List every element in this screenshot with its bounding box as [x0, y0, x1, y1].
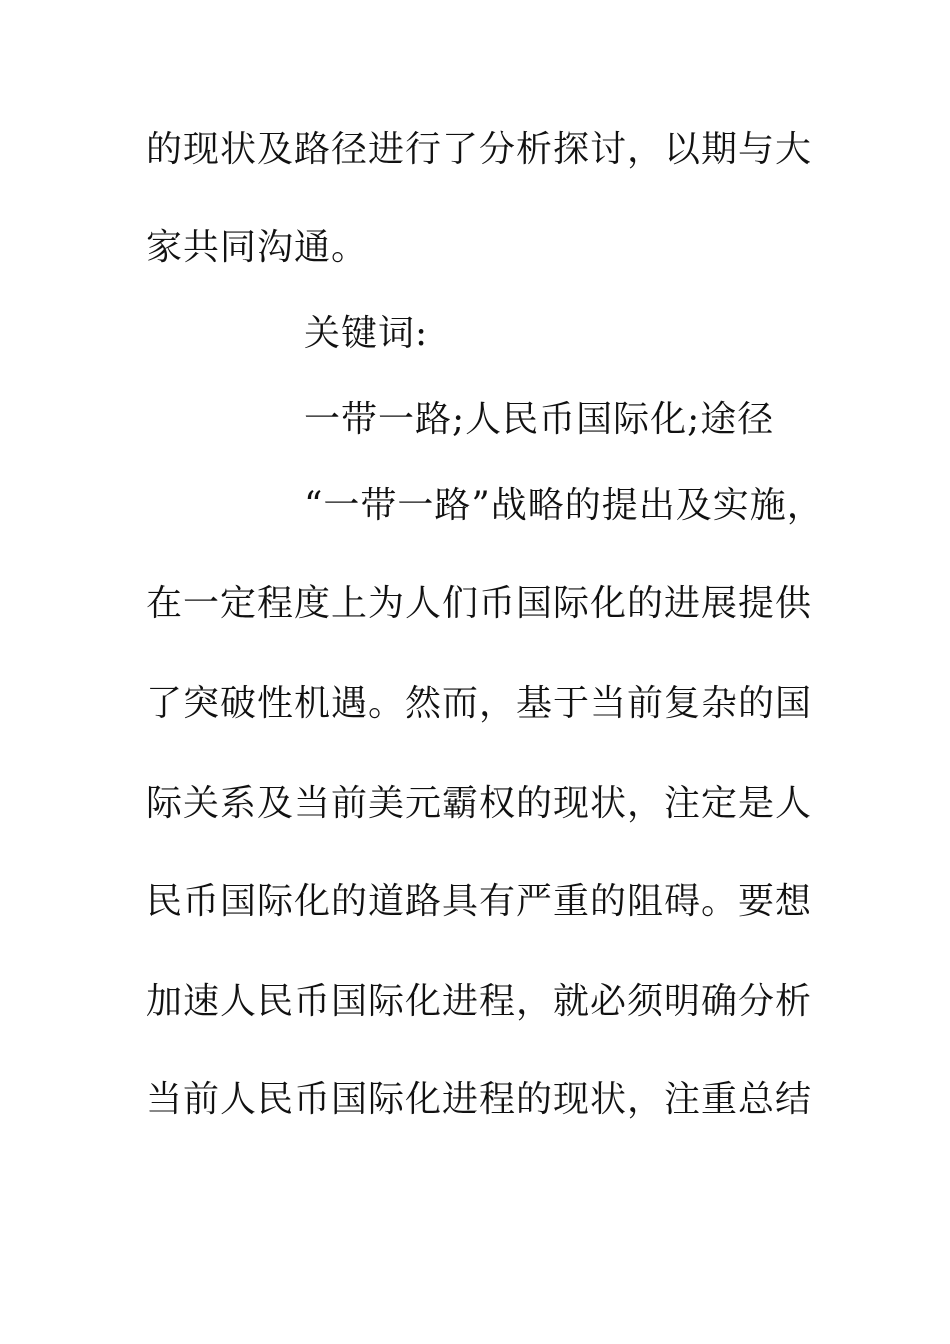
- keywords-list: 一带一路;人民币国际化;途径: [304, 399, 775, 440]
- body-text-line: 际关系及当前美元霸权的现状，注定是人: [146, 783, 813, 824]
- body-text-line: 当前人民币国际化进程的现状，注重总结: [146, 1079, 813, 1120]
- body-text-line: 家共同沟通。: [146, 227, 369, 268]
- body-text-line: 加速人民币国际化进程，就必须明确分析: [146, 981, 813, 1022]
- body-text-line: 了突破性机遇。然而，基于当前复杂的国: [146, 683, 813, 724]
- body-text-line: 的现状及路径进行了分析探讨，以期与大: [146, 129, 813, 170]
- paragraph-first-line: “一带一路”战略的提出及实施，: [304, 485, 824, 526]
- body-text-line: 民币国际化的道路具有严重的阻碍。要想: [146, 881, 813, 922]
- keywords-label: 关键词:: [304, 313, 429, 354]
- body-text-line: 在一定程度上为人们币国际化的进展提供: [146, 583, 813, 624]
